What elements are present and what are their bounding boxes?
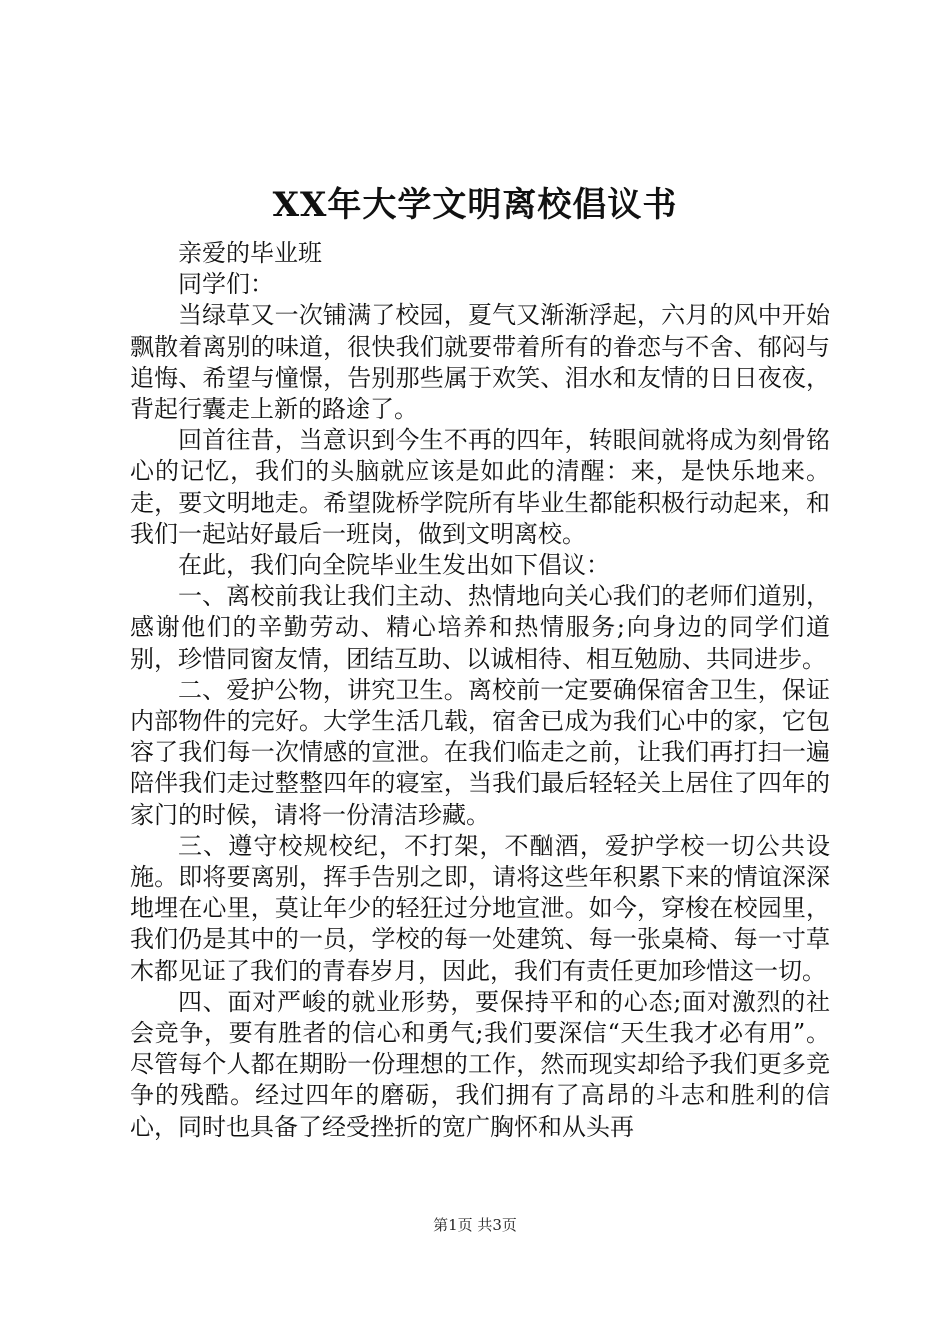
document-body [130,238,830,1143]
salutation-line-2: 同学们： [178,270,274,299]
paragraph-item-1: 一、离校前我让我们主动、热情地向关心我们的老师们道别，感谢他们的辛勤劳动、精心培养和热情服务;向身边的同学们道别，珍惜同窗友情，团结互助、以诚相待、相互勉励、共同进步。 [130,582,830,673]
paragraph-reflection: 回首往昔，当意识到今生不再的四年，转眼间就将成为刻骨铭心的记忆，我们的头脑就应该是如此的清醒：来，是快乐地来。走，要文明地走。希望陇桥学院所有毕业生都能积极行动起来，和我们一起站好最后一班岗，做到文明离校。 [130,426,830,548]
page-number-footer: 第1页 共3页 [433,1216,517,1234]
paragraph-item-3: 三、遵守校规校纪，不打架，不酗酒，爱护学校一切公共设施。即将要离别，挥手告别之即，请将这些年积累下来的情谊深深地埋在心里，莫让年少的轻狂过分地宣泄。如今，穿梭在校园里，我们仍是其中的一员，学校的每一处建筑、每一张桌椅、每一寸草木都见证了我们的青春岁月，因此，我们有责任更加珍惜这一切。 [130,831,830,985]
paragraph-proposal-intro: 在此，我们向全院毕业生发出如下倡议： [178,551,610,580]
salutation-line-1: 亲爱的毕业班 [178,239,322,267]
paragraph-opening: 当绿草又一次铺满了校园，夏气又渐渐浮起，六月的风中开始飘散着离别的味道，很快我们就要带着所有的眷恋与不舍、郁闷与追悔、希望与憧憬，告别那些属于欢笑、泪水和友情的日日夜夜，背起行囊走上新的路途了。 [130,301,830,424]
document-title: XX年大学文明离校倡议书 [272,185,678,225]
paragraph-item-4: 四、面对严峻的就业形势，要保持平和的心态;面对激烈的社会竞争，要有胜者的信心和勇气;我们要深信“天生我才必有用”。尽管每个人都在期盼一份理想的工作，然而现实却给予我们更多竞争的残酷。经过四年的磨砺，我们拥有了高昂的斗志和胜利的信心，同时也具备了经受挫折的宽广胸怀和从头再 [130,987,830,1141]
paragraph-item-2: 二、爱护公物，讲究卫生。离校前一定要确保宿舍卫生，保证内部物件的完好。大学生活几载，宿舍已成为我们心中的家，它包容了我们每一次情感的宣泄。在我们临走之前，让我们再打扫一遍陪伴我们走过整整四年的寝室，当我们最后轻轻关上居住了四年的家门的时候，请将一份清洁珍藏。 [130,675,830,829]
